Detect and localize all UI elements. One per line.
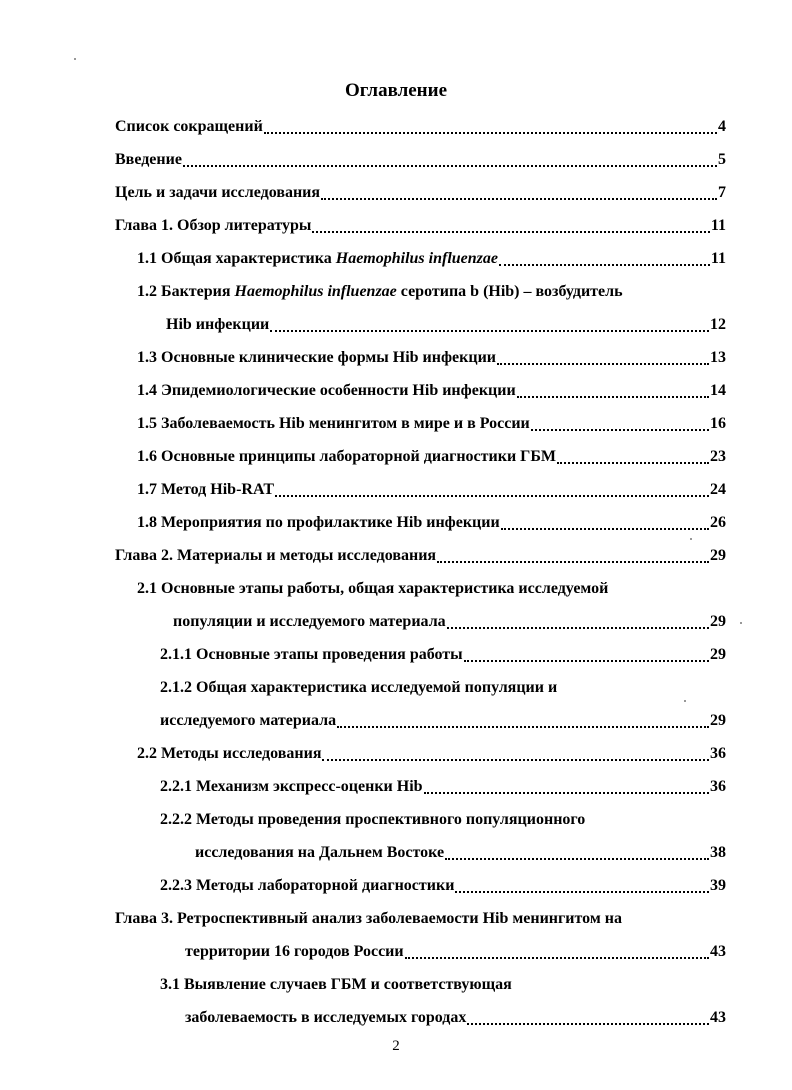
toc-leader-dots bbox=[499, 264, 710, 266]
toc-entry-introduction[interactable] bbox=[115, 149, 726, 171]
toc-entry-2-2-3[interactable] bbox=[160, 875, 726, 897]
toc-entry-label: Hib инфекции bbox=[166, 316, 270, 333]
toc-entry-2-2-2[interactable] bbox=[195, 842, 726, 864]
toc-entry-abbreviations[interactable] bbox=[115, 116, 726, 138]
toc-entry-2-1-line1[interactable]: 2.1 Основные этапы работы, общая характеристика исследуемой bbox=[137, 580, 609, 597]
toc-entry-page: 11 bbox=[710, 250, 726, 267]
scan-speck bbox=[690, 538, 692, 540]
toc-entry-chapter-3-line1[interactable]: Глава 3. Ретроспективный анализ заболеваемости Hib менингитом на bbox=[115, 910, 622, 927]
toc-entry-chapter-2[interactable] bbox=[115, 545, 726, 567]
toc-entry-1-7[interactable] bbox=[137, 479, 726, 501]
toc-entry-page: 29 bbox=[710, 613, 726, 630]
toc-leader-dots bbox=[275, 495, 709, 497]
toc-entry-2-1-1[interactable] bbox=[160, 644, 726, 666]
toc-entry-page: 24 bbox=[710, 481, 726, 498]
toc-entry-page: 26 bbox=[710, 514, 726, 531]
toc-leader-dots bbox=[467, 1023, 709, 1025]
toc-entry-page: 29 bbox=[710, 712, 726, 729]
toc-leader-dots bbox=[405, 957, 709, 959]
toc-entry-2-2-2-line1[interactable]: 2.2.2 Методы проведения проспективного популяционного bbox=[160, 811, 586, 828]
toc-entry-page: 5 bbox=[718, 151, 726, 168]
toc-entry-2-1-2[interactable] bbox=[160, 710, 726, 732]
toc-entry-page: 16 bbox=[710, 415, 726, 432]
toc-entry-label bbox=[137, 248, 498, 270]
toc-entry-page: 43 bbox=[710, 943, 726, 960]
toc-entry-2-2-1[interactable] bbox=[160, 776, 726, 798]
toc-entry-chapter-1[interactable] bbox=[115, 215, 726, 237]
toc-entry-3-1-line1[interactable]: 3.1 Выявление случаев ГБМ и соответствующая bbox=[160, 976, 512, 993]
toc-leader-dots bbox=[517, 396, 709, 398]
toc-leader-dots bbox=[312, 231, 710, 233]
toc-entry-page: 12 bbox=[710, 316, 726, 333]
toc-entry-goals[interactable] bbox=[115, 182, 726, 204]
toc-leader-dots bbox=[270, 330, 709, 332]
toc-entry-page: 13 bbox=[710, 349, 726, 366]
toc-entry-1-2-line1[interactable] bbox=[137, 281, 623, 303]
toc-leader-dots bbox=[531, 429, 709, 431]
toc-entry-1-3[interactable] bbox=[137, 347, 726, 369]
toc-leader-dots bbox=[445, 858, 709, 860]
toc-entry-label: Введение bbox=[115, 151, 182, 168]
toc-entry-label: исследования на Дальнем Востоке bbox=[195, 844, 445, 861]
toc-entry-1-1[interactable] bbox=[137, 248, 726, 270]
toc-entry-page: 7 bbox=[718, 184, 726, 201]
toc-label-text: 1.2 Бактерия bbox=[137, 283, 235, 300]
toc-entry-1-6[interactable] bbox=[137, 446, 726, 468]
toc-leader-dots bbox=[497, 363, 709, 365]
toc-entry-page: 14 bbox=[710, 382, 726, 399]
toc-leader-dots bbox=[557, 462, 709, 464]
page-number: 2 bbox=[392, 1038, 400, 1054]
toc-entry-label: Список сокращений bbox=[115, 118, 263, 135]
scan-speck bbox=[740, 622, 742, 624]
toc-entry-label: 1.4 Эпидемиологические особенности Hib инфекции bbox=[137, 382, 516, 399]
toc-leader-dots bbox=[337, 726, 709, 728]
toc-entry-page: 29 bbox=[710, 547, 726, 564]
toc-leader-dots bbox=[183, 165, 717, 167]
scan-speck bbox=[684, 700, 686, 702]
toc-entry-page: 4 bbox=[718, 118, 726, 135]
toc-leader-dots bbox=[447, 627, 709, 629]
toc-entry-label: 2.2.3 Методы лабораторной диагностики bbox=[160, 877, 455, 894]
toc-title: Оглавление bbox=[344, 80, 448, 101]
toc-entry-label: исследуемого материала bbox=[160, 712, 337, 729]
toc-entry-label: Глава 1. Обзор литературы bbox=[115, 217, 312, 234]
toc-entry-1-5[interactable] bbox=[137, 413, 726, 435]
toc-entry-page: 23 bbox=[710, 448, 726, 465]
toc-entry-page: 29 bbox=[710, 646, 726, 663]
toc-entry-page: 36 bbox=[710, 745, 726, 762]
toc-entry-label: 2.2.1 Механизм экспресс-оценки Hib bbox=[160, 778, 423, 795]
toc-label-italic: Haemophilus influenzae bbox=[335, 250, 498, 267]
toc-entry-label: 1.6 Основные принципы лабораторной диагностики ГБМ bbox=[137, 448, 557, 465]
toc-entry-label: популяции и исследуемого материала bbox=[173, 613, 446, 630]
toc-entry-1-4[interactable] bbox=[137, 380, 726, 402]
toc-leader-dots bbox=[464, 660, 709, 662]
toc-leader-dots bbox=[424, 792, 709, 794]
toc-label-italic: Haemophilus influenzae bbox=[234, 283, 397, 300]
toc-leader-dots bbox=[264, 132, 717, 134]
toc-entry-2-2[interactable] bbox=[137, 743, 726, 765]
toc-label-text: серотипа b (Hib) – возбудитель bbox=[396, 283, 623, 300]
toc-entry-page: 39 bbox=[710, 877, 726, 894]
toc-entry-label: 1.8 Мероприятия по профилактике Hib инфекции bbox=[137, 514, 500, 531]
toc-entry-1-2[interactable] bbox=[166, 314, 726, 336]
toc-leader-dots bbox=[455, 891, 709, 893]
toc-entry-label: территории 16 городов России bbox=[185, 943, 404, 960]
toc-entry-label: 1.7 Метод Hib-RAT bbox=[137, 481, 274, 498]
toc-entry-page: 43 bbox=[710, 1009, 726, 1026]
toc-entry-2-1-2-line1[interactable]: 2.1.2 Общая характеристика исследуемой популяции и bbox=[160, 679, 558, 696]
toc-entry-label: заболеваемость в исследуемых городах bbox=[185, 1009, 467, 1026]
toc-entry-chapter-3[interactable] bbox=[185, 941, 726, 963]
toc-label-text: 1.1 Общая характеристика bbox=[137, 250, 336, 267]
toc-entry-label: 1.5 Заболеваемость Hib менингитом в мире и в России bbox=[137, 415, 530, 432]
toc-leader-dots bbox=[322, 759, 709, 761]
scan-speck bbox=[74, 58, 76, 60]
toc-leader-dots bbox=[321, 198, 717, 200]
toc-entry-label: Цель и задачи исследования bbox=[115, 184, 321, 201]
toc-entry-page: 36 bbox=[710, 778, 726, 795]
toc-leader-dots bbox=[501, 528, 709, 530]
toc-entry-label: 2.1.1 Основные этапы проведения работы bbox=[160, 646, 463, 663]
toc-entry-label: 2.2 Методы исследования bbox=[137, 745, 322, 762]
toc-entry-page: 11 bbox=[710, 217, 726, 234]
toc-entry-label: 1.3 Основные клинические формы Hib инфекции bbox=[137, 349, 497, 366]
toc-entry-page: 38 bbox=[710, 844, 726, 861]
toc-entry-2-1[interactable] bbox=[173, 611, 726, 633]
toc-leader-dots bbox=[437, 561, 709, 563]
toc-entry-label: Глава 2. Материалы и методы исследования bbox=[115, 547, 437, 564]
toc-entry-3-1[interactable] bbox=[185, 1007, 726, 1029]
toc-entry-1-8[interactable] bbox=[137, 512, 726, 534]
